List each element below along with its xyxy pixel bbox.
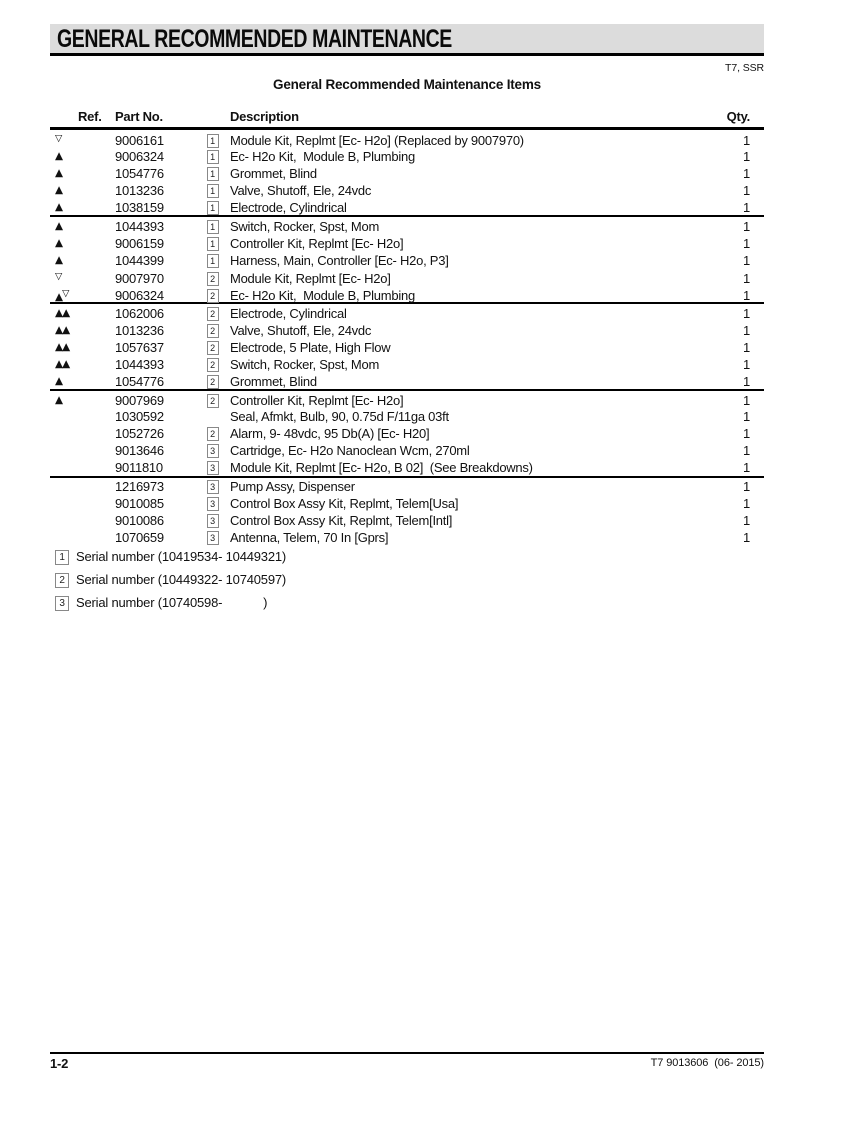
- table-row: [50, 408, 764, 425]
- footnote-text: Serial number (10740598- ): [76, 595, 268, 610]
- quantity: 1: [743, 132, 750, 148]
- ref-symbol: [50, 217, 110, 235]
- description: Ec- H2o Kit, Module B, Plumbing: [230, 148, 415, 164]
- ref-symbol: [50, 251, 110, 269]
- description: Controller Kit, Replmt [Ec- H2o]: [230, 392, 404, 408]
- part-number: 9006324: [115, 288, 164, 303]
- part-number: 9006159: [115, 235, 164, 251]
- table-row: [50, 372, 764, 391]
- quantity: 1: [743, 288, 750, 303]
- table-row: [50, 442, 764, 459]
- table-row: [50, 164, 764, 181]
- part-number: 1062006: [115, 305, 164, 321]
- quantity: 1: [743, 270, 750, 286]
- quantity: 1: [743, 356, 750, 372]
- serial-note-cell: [200, 252, 225, 269]
- table-row: [50, 251, 764, 268]
- ref-symbol: [50, 285, 110, 306]
- parts-table: [50, 106, 764, 546]
- serial-note-cell: [200, 305, 225, 322]
- part-number: 9007970: [115, 270, 164, 286]
- open-triangle-icon: ▽: [55, 133, 63, 144]
- part-number: 1044393: [115, 218, 164, 234]
- section-header-bar: [50, 24, 764, 56]
- serial-note-marker: 1: [207, 237, 219, 251]
- footnote-marker: 3: [55, 596, 69, 611]
- quantity: 1: [743, 496, 750, 511]
- description: Valve, Shutoff, Ele, 24vdc: [230, 182, 372, 198]
- ref-symbol: [50, 304, 110, 322]
- part-number: 1013236: [115, 322, 164, 338]
- doc-reference: T7 9013606 (06- 2015): [650, 1057, 764, 1069]
- serial-note-cell: [200, 182, 225, 199]
- serial-note-cell: [200, 478, 225, 495]
- serial-note-cell: [200, 132, 225, 149]
- serial-note-cell: [200, 287, 225, 304]
- quantity: 1: [743, 235, 750, 251]
- serial-note-marker: 3: [207, 497, 219, 511]
- footnote-marker: 2: [55, 573, 69, 588]
- solid-triangle-icon: ▲: [55, 307, 63, 319]
- description: Module Kit, Replmt [Ec- H2o, B 02] (See Breakdowns): [230, 460, 533, 475]
- description: Electrode, 5 Plate, High Flow: [230, 339, 391, 355]
- quantity: 1: [743, 199, 750, 215]
- description: Alarm, 9- 48vdc, 95 Db(A) [Ec- H20]: [230, 426, 430, 441]
- serial-note-marker: 1: [207, 220, 219, 234]
- solid-triangle-icon: ▲: [55, 291, 63, 303]
- part-number: 1044399: [115, 252, 164, 268]
- serial-note-cell: [200, 442, 225, 459]
- ref-symbol: [50, 355, 110, 373]
- description: Switch, Rocker, Spst, Mom: [230, 218, 380, 234]
- footnote: [50, 591, 286, 614]
- table-row: [50, 181, 764, 198]
- ref-symbol: [50, 321, 110, 339]
- solid-triangle-icon: ▲: [62, 358, 70, 370]
- serial-note-marker: 2: [207, 375, 219, 389]
- part-number: 1054776: [115, 373, 164, 389]
- part-number: 1030592: [115, 409, 164, 424]
- solid-triangle-icon: ▲: [55, 237, 63, 249]
- ref-symbol: [50, 391, 110, 409]
- footer-rule: [50, 1052, 764, 1054]
- quantity: 1: [743, 530, 750, 545]
- table-body: [50, 130, 764, 546]
- quantity: 1: [743, 373, 750, 389]
- quantity: 1: [743, 479, 750, 494]
- table-row: [50, 391, 764, 408]
- table-row: [50, 338, 764, 355]
- solid-triangle-icon: ▲: [62, 341, 70, 353]
- table-row: [50, 512, 764, 529]
- serial-note-cell: [200, 495, 225, 512]
- quantity: 1: [743, 409, 750, 424]
- solid-triangle-icon: ▲: [55, 254, 63, 266]
- serial-note-marker: 3: [207, 444, 219, 458]
- description: Cartridge, Ec- H2o Nanoclean Wcm, 270ml: [230, 443, 470, 458]
- serial-note-cell: [200, 392, 225, 409]
- serial-note-marker: 2: [207, 289, 219, 303]
- part-number: 1052726: [115, 426, 164, 441]
- serial-note-cell: [200, 199, 225, 216]
- table-header-row: [50, 106, 764, 130]
- serial-note-marker: 3: [207, 514, 219, 528]
- table-row: [50, 355, 764, 372]
- serial-note-cell: [200, 459, 225, 476]
- serial-note-cell: [200, 339, 225, 356]
- serial-note-marker: 1: [207, 150, 219, 164]
- quantity: 1: [743, 305, 750, 321]
- serial-note-marker: 1: [207, 167, 219, 181]
- page-footer: [50, 1056, 764, 1071]
- footnote-text: Serial number (10449322- 10740597): [76, 572, 287, 587]
- part-number: 1216973: [115, 479, 164, 494]
- serial-note-cell: [200, 425, 225, 442]
- description: Electrode, Cylindrical: [230, 199, 347, 215]
- serial-note-marker: 2: [207, 324, 219, 338]
- serial-note-marker: 2: [207, 307, 219, 321]
- quantity: 1: [743, 443, 750, 458]
- serial-note-cell: [200, 373, 225, 390]
- part-number: 1044393: [115, 356, 164, 372]
- open-triangle-icon: ▽: [55, 271, 63, 282]
- table-row: [50, 304, 764, 321]
- solid-triangle-icon: ▲: [55, 167, 63, 179]
- solid-triangle-icon: ▲: [62, 324, 70, 336]
- footnote-text: Serial number (10419534- 10449321): [76, 549, 287, 564]
- quantity: 1: [743, 426, 750, 441]
- serial-note-cell: [200, 148, 225, 165]
- part-number: 9006161: [115, 132, 164, 148]
- section-title: GENERAL RECOMMENDED MAINTENANCE: [57, 25, 452, 53]
- solid-triangle-icon: ▲: [62, 307, 70, 319]
- table-row: [50, 234, 764, 251]
- footnote-marker: 1: [55, 550, 69, 565]
- part-number: 9011810: [115, 460, 163, 475]
- table-row: [50, 285, 764, 304]
- model-reference: T7, SSR: [725, 62, 764, 74]
- page-number: 1-2: [50, 1056, 69, 1071]
- part-number: 9010086: [115, 513, 164, 528]
- part-number: 1070659: [115, 530, 164, 545]
- serial-note-marker: 2: [207, 394, 219, 408]
- table-row: [50, 217, 764, 234]
- description: Control Box Assy Kit, Replmt, Telem[Intl]: [230, 513, 453, 528]
- quantity: 1: [743, 148, 750, 164]
- serial-note-marker: 2: [207, 341, 219, 355]
- description: Grommet, Blind: [230, 373, 317, 389]
- solid-triangle-icon: ▲: [55, 375, 63, 387]
- serial-note-cell: [200, 218, 225, 235]
- description: Controller Kit, Replmt [Ec- H2o]: [230, 235, 404, 251]
- description: Module Kit, Replmt [Ec- H2o]: [230, 270, 391, 286]
- part-number: 1038159: [115, 199, 164, 215]
- ref-symbol: [50, 147, 110, 165]
- open-triangle-icon: ▽: [62, 288, 70, 299]
- description: Ec- H2o Kit, Module B, Plumbing: [230, 288, 415, 303]
- description: Antenna, Telem, 70 In [Gprs]: [230, 530, 389, 545]
- serial-note-marker: 3: [207, 461, 219, 475]
- part-number: 9007969: [115, 392, 164, 408]
- quantity: 1: [743, 513, 750, 528]
- part-number: 9013646: [115, 443, 164, 458]
- description: Valve, Shutoff, Ele, 24vdc: [230, 322, 372, 338]
- quantity: 1: [743, 252, 750, 268]
- quantity: 1: [743, 218, 750, 234]
- serial-note-marker: 1: [207, 184, 219, 198]
- part-number: 1054776: [115, 165, 164, 181]
- table-row: [50, 425, 764, 442]
- serial-note-cell: [200, 529, 225, 546]
- footnotes: [50, 545, 286, 614]
- ref-symbol: [50, 234, 110, 252]
- quantity: 1: [743, 322, 750, 338]
- serial-note-cell: [200, 322, 225, 339]
- footnote: [50, 568, 286, 591]
- serial-note-marker: 3: [207, 480, 219, 494]
- footnote: [50, 545, 286, 568]
- table-row: [50, 495, 764, 512]
- table-title: General Recommended Maintenance Items: [273, 77, 541, 92]
- serial-note-cell: [200, 512, 225, 529]
- table-row: [50, 478, 764, 495]
- solid-triangle-icon: ▲: [55, 150, 63, 162]
- ref-symbol: [50, 198, 110, 216]
- solid-triangle-icon: ▲: [55, 358, 63, 370]
- description: Electrode, Cylindrical: [230, 305, 347, 321]
- serial-note-marker: 1: [207, 201, 219, 215]
- column-header-ref: Ref.: [78, 109, 102, 124]
- quantity: 1: [743, 165, 750, 181]
- ref-symbol: [50, 338, 110, 356]
- serial-note-cell: [200, 270, 225, 287]
- column-header-qty: Qty.: [726, 109, 750, 124]
- serial-note-cell: [200, 165, 225, 182]
- serial-note-marker: 1: [207, 254, 219, 268]
- table-row: [50, 130, 764, 147]
- column-header-part: Part No.: [115, 109, 163, 124]
- serial-note-marker: 2: [207, 272, 219, 286]
- part-number: 9006324: [115, 148, 164, 164]
- description: Grommet, Blind: [230, 165, 317, 181]
- solid-triangle-icon: ▲: [55, 341, 63, 353]
- column-header-description: Description: [230, 109, 299, 124]
- serial-note-marker: 3: [207, 531, 219, 545]
- table-row: [50, 198, 764, 217]
- table-row: [50, 459, 764, 478]
- serial-note-marker: 2: [207, 427, 219, 441]
- solid-triangle-icon: ▲: [55, 184, 63, 196]
- description: Switch, Rocker, Spst, Mom: [230, 356, 380, 372]
- quantity: 1: [743, 182, 750, 198]
- part-number: 9010085: [115, 496, 164, 511]
- table-row: [50, 529, 764, 546]
- ref-symbol: [50, 372, 110, 390]
- solid-triangle-icon: ▲: [55, 201, 63, 213]
- description: Seal, Afmkt, Bulb, 90, 0.75d F/11ga 03ft: [230, 409, 449, 424]
- quantity: 1: [743, 460, 750, 475]
- description: Module Kit, Replmt [Ec- H2o] (Replaced by 9007970): [230, 132, 524, 148]
- quantity: 1: [743, 392, 750, 408]
- description: Control Box Assy Kit, Replmt, Telem[Usa]: [230, 496, 459, 511]
- serial-note-marker: 2: [207, 358, 219, 372]
- serial-note-cell: [200, 235, 225, 252]
- quantity: 1: [743, 339, 750, 355]
- solid-triangle-icon: ▲: [55, 220, 63, 232]
- table-row: [50, 147, 764, 164]
- serial-note-cell: [200, 356, 225, 373]
- description: Harness, Main, Controller [Ec- H2o, P3]: [230, 252, 449, 268]
- solid-triangle-icon: ▲: [55, 324, 63, 336]
- solid-triangle-icon: ▲: [55, 394, 63, 406]
- table-row: [50, 321, 764, 338]
- ref-symbol: [50, 181, 110, 199]
- ref-symbol: [50, 164, 110, 182]
- part-number: 1057637: [115, 339, 164, 355]
- table-row: [50, 268, 764, 285]
- description: Pump Assy, Dispenser: [230, 479, 355, 494]
- part-number: 1013236: [115, 182, 164, 198]
- serial-note-marker: 1: [207, 134, 219, 148]
